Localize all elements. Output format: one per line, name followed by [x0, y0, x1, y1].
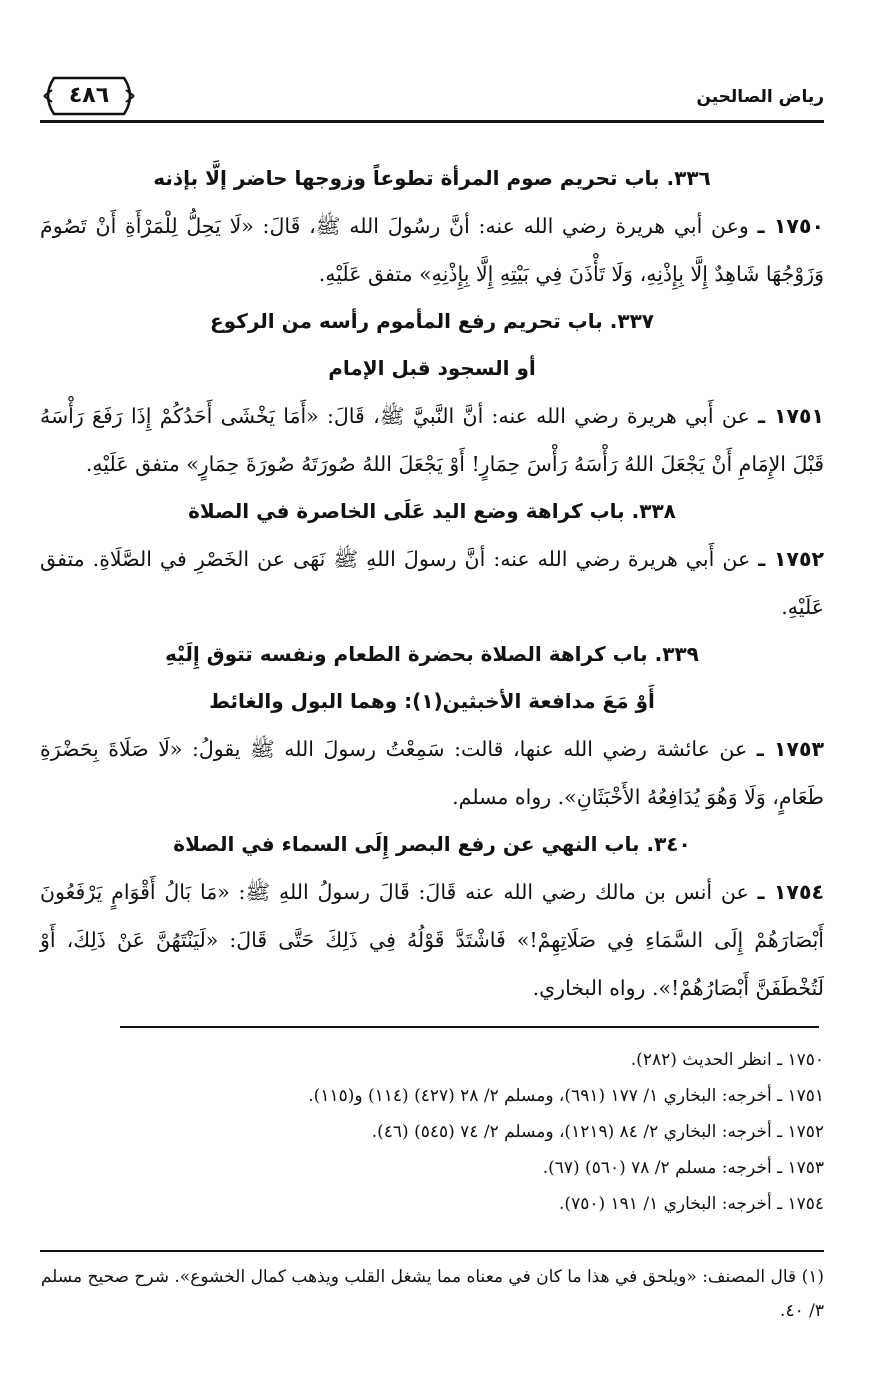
hadith-number: ١٧٥١ ـ: [758, 404, 824, 428]
main-content: [40, 155, 824, 1012]
chapter-heading: ٣٣٨. باب كراهة وضع اليد عَلَى الخاصرة في الصلاة: [188, 499, 676, 523]
hadith-paragraph: [40, 392, 824, 488]
hadith-text: عن أَبي هريرة رضي الله عنه: أنَّ النَّبيَّ ﷺ، قَالَ: «أَمَا يَخْشَى أَحَدُكُمْ إِذَا رَفَعَ رَأْسَهُ قَبْلَ الإِمَامِ أَنْ يَجْعَلَ اللهُ رَأْسَهُ رَأْسَ حِمَارٍ! أَوْ يَجْعَلَ اللهُ صُورَتَهُ صُورَةَ حِمَارٍ» متفق عَلَيْهِ.: [40, 404, 824, 476]
footnote: (١) قال المصنف: «ويلحق في هذا ما كان في معناه مما يشغل القلب ويذهب كمال الخشوع». شرح صحيح مسلم ٣/ ٤٠.: [40, 1267, 824, 1321]
running-title: رياض الصالحين: [696, 87, 824, 107]
hadith-paragraph: [40, 535, 824, 631]
chapter-section: [40, 631, 824, 821]
header-rule: [40, 120, 824, 123]
chapter-section: [40, 488, 824, 631]
hadith-number: ١٧٥٢ ـ: [758, 547, 824, 571]
hadith-paragraph: [40, 725, 824, 821]
chapter-heading: ٣٣٩. باب كراهة الصلاة بحضرة الطعام ونفسه تتوق إِلَيْهِ: [165, 642, 699, 666]
hadith-text: عن عائشة رضي الله عنها، قالت: سَمِعْتُ رسولَ الله ﷺ يقولُ: «لَا صَلَاةَ بِحَضْرَةِ طَعَامٍ، وَلَا وَهُوَ يُدَافِعُهُ الأَخْبَثَانِ». رواه مسلم.: [40, 737, 824, 809]
chapter-section: [40, 155, 824, 298]
reference-item: ١٧٥١ ـ أخرجه: البخاري ١/ ١٧٧ (٦٩١)، ومسلم ٢/ ٢٨ (٤٢٧) (١١٤) و(١١٥).: [308, 1086, 824, 1106]
references-rule: [120, 1026, 819, 1028]
reference-item: ١٧٥٣ ـ أخرجه: مسلم ٢/ ٧٨ (٥٦٠) (٦٧).: [542, 1158, 824, 1178]
chapter-heading-continued: أو السجود قبل الإمام: [328, 356, 536, 380]
hadith-text: وعن أبي هريرة رضي الله عنه: أنَّ رسُولَ الله ﷺ، قَالَ: «لَا يَحِلُّ لِلْمَرْأَةِ أَنْ تَصُومَ وَزَوْجُهَا شَاهِدٌ إِلَّا بِإِذْنِهِ، وَلَا تَأْذَنَ فِي بَيْتِهِ إِلَّا بِإِذْنِهِ» متفق عَلَيْهِ.: [40, 214, 824, 286]
chapter-heading: ٣٤٠. باب النهي عن رفع البصر إِلَى السماء في الصلاة: [173, 832, 691, 856]
hadith-text: عن أنس بن مالك رضي الله عنه قَالَ: قَالَ رسولُ اللهِ ﷺ: «مَا بَالُ أَقْوَامٍ يَرْفَعُونَ أَبْصَارَهُمْ إِلَى السَّمَاءِ فِي صَلَاتِهِمْ!» فَاشْتَدَّ قَوْلُهُ فِي ذَلِكَ حَتَّى قَالَ: «لَيَنْتَهُنَّ عَنْ ذَلِكَ، أَوْ لَتُخْطَفَنَّ أَبْصَارُهُمْ!». رواه البخاري.: [40, 880, 824, 1000]
reference-item: ١٧٥٤ ـ أخرجه: البخاري ١/ ١٩١ (٧٥٠).: [559, 1194, 824, 1214]
page-number: ٤٨٦: [68, 83, 110, 108]
hadith-number: ١٧٥٠ ـ: [757, 214, 824, 238]
chapter-heading-continued: أَوْ مَعَ مدافعة الأخبثين(١): وهما البول والغائط: [209, 689, 655, 713]
reference-item: ١٧٥٠ ـ انظر الحديث (٢٨٢).: [630, 1050, 824, 1070]
chapter-heading: ٣٣٦. باب تحريم صوم المرأة تطوعاً وزوجها حاضر إلَّا بإذنه: [153, 166, 711, 190]
page-header: [40, 62, 824, 122]
reference-item: ١٧٥٢ ـ أخرجه: البخاري ٢/ ٨٤ (١٢١٩)، ومسلم ٢/ ٧٤ (٥٤٥) (٤٦).: [371, 1122, 824, 1142]
chapter-section: [40, 298, 824, 488]
chapter-section: [40, 821, 824, 1012]
chapter-heading: ٣٣٧. باب تحريم رفع المأموم رأسه من الركوع: [210, 309, 654, 333]
hadith-paragraph: [40, 202, 824, 298]
hadith-number: ١٧٥٣ ـ: [756, 737, 824, 761]
footnote-rule: [40, 1250, 824, 1252]
hadith-paragraph: [40, 868, 824, 1012]
references-list: [40, 1042, 824, 1222]
hadith-text: عن أَبي هريرة رضي الله عنه: أنَّ رسولَ اللهِ ﷺ نَهَى عن الخَصْرِ في الصَّلَاةِ. متفق عَلَيْهِ.: [40, 547, 824, 619]
hadith-number: ١٧٥٤ ـ: [757, 880, 824, 904]
page-number-frame: [40, 76, 138, 116]
